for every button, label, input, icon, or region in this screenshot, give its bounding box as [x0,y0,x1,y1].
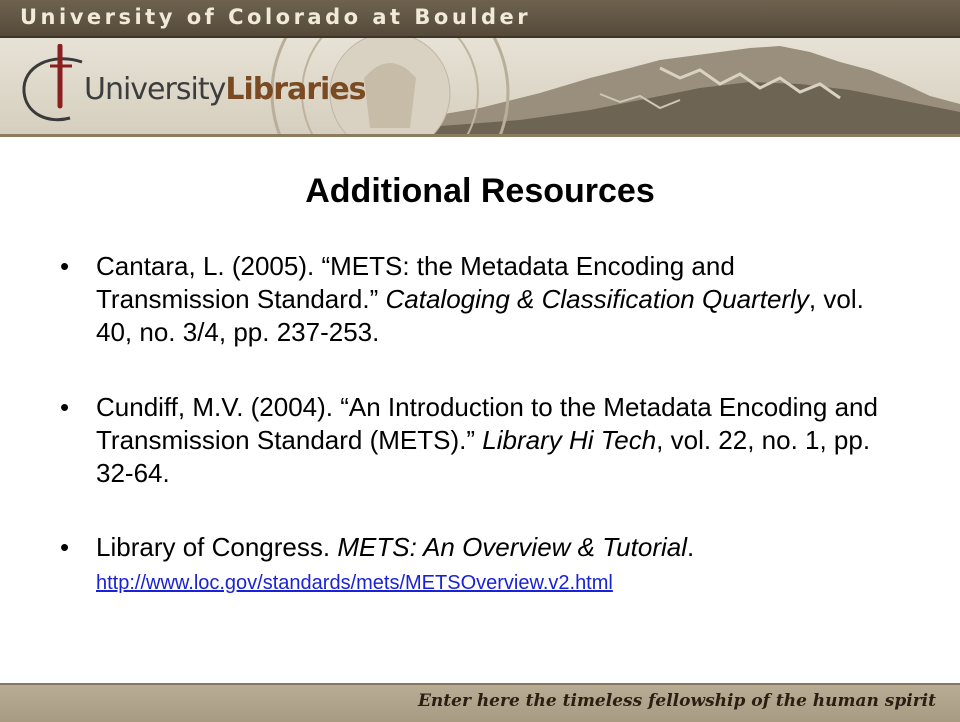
footer-tagline: Enter here the timeless fellowship of the human spirit [417,691,936,711]
mets-overview-link[interactable]: http://www.loc.gov/standards/mets/METSOverview.v2.html [96,572,613,594]
resource-item [60,391,890,490]
citation-title: METS: An Overview & Tutorial [337,532,687,562]
resource-citation [96,531,890,597]
slide-title: Additional Resources [305,172,655,210]
citation-journal: Cataloging & Classification Quarterly [385,284,809,314]
footer-bar [0,683,960,722]
citation-author: Library of Congress. [96,532,331,562]
citation-details: . [687,532,695,562]
citation-details: , vol. 40, no. 3/4, pp. 237-253. [96,284,864,347]
resource-item [60,250,890,349]
bullet: • [60,251,70,281]
resource-citation [96,391,890,490]
resource-item [60,531,890,597]
bullet: • [60,392,70,422]
logo-text [84,72,366,107]
citation-details: , vol. 22, no. 1, pp. 32-64. [96,425,871,488]
citation-journal: Library Hi Tech [482,425,657,455]
bullet: • [60,532,70,562]
top-banner [0,0,960,38]
citation-author: Cantara, L. (2005). “METS: the Metadata Encoding and Transmission Standard.” [96,251,735,314]
resource-citation [96,250,890,349]
citation-author: Cundiff, M.V. (2004). “An Introduction to the Metadata Encoding and Transmission Standard (METS).” [96,392,878,455]
header-band [0,38,960,134]
university-libraries-logo [12,44,392,128]
university-name: University of Colorado at Boulder [20,5,532,29]
logo-bold: Libraries [225,72,366,107]
header-divider [0,134,960,137]
logo-prefix: University [84,72,226,107]
